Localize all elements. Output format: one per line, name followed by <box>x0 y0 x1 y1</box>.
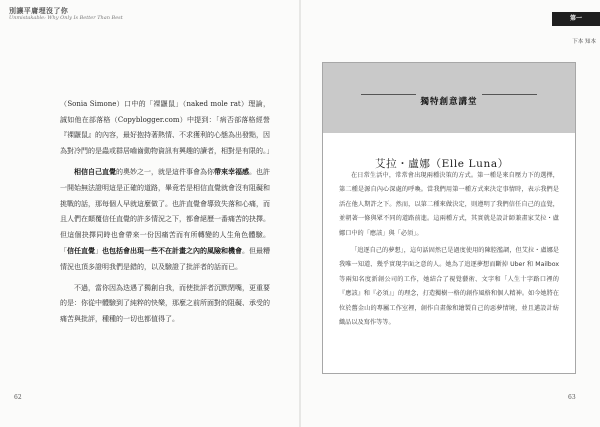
running-head-title: 別讓平庸埋沒了你 <box>9 6 69 15</box>
emphasis-text: 信任直覺 <box>67 246 95 256</box>
running-head <box>9 6 123 22</box>
sidebar-paragraph-2: 「追逐自己的夢想」，這句話固然已是過度使用的陳腔濫調，但艾拉・盧娜是我唯一知道、幾乎實現字面之意的人。她為了追逐夢想而斷掉 Uber 和 Mailbox 等兩知名度新創公司的工作，她結合了視覺藝術、文字和「人生十字路口裡的『應該』和『必須』」的理念，打造獨樹一格的創作風格和個人精神。如今她將在位於舊金山的專屬工作室裡，創作自畫像和繪製自己的惡夢情境，並且邁設計紡織品以及寫作等等。 <box>339 247 559 327</box>
sidebar-title-wrap <box>323 89 575 108</box>
page-number-right: 63 <box>568 394 576 401</box>
sidebar-paragraph-1: 在日常生活中，常常會出現兩種決策的方式。第一種是來自壓力下的選擇，第二種是源自內心深處的呼喚。當我們用第一種方式來決定事情時，表示我們是活在他人期許之下。然而，以第二種來做決定，則遵明了我們信任自己的直覺，並朝著一條與眾不同的道路前進。這兩種方式，其實就是設計師兼畫家艾拉・盧娜口中的「應該」與「必須」。 <box>339 172 559 237</box>
emphasis-text: 相信自己直覺 <box>74 167 116 177</box>
body-paragraph-3 <box>60 281 270 328</box>
page-number-left: 62 <box>14 394 22 401</box>
paragraph-2-text: 。但最糟情況也頂多證明我們是錯的，以及驗證了批評者的話而已。 <box>60 247 270 271</box>
paragraph-1-text: （Sonia Simone）口中的「裸鼴鼠」（naked mole rat）理論，誠如他在部落格（Copyblogger.com）中提到：「病否部落格經營『裸鼴鼠』的內容，最好抱持著熱情、不求獲利的心態為出發點，因為對冷門的是蟲或群居嚙齒動物資訊有興趣的讀者，相對是有限的。」 <box>60 100 274 155</box>
sidebar-body <box>339 169 559 330</box>
paragraph-2-text: 」 <box>95 247 102 256</box>
paragraph-2-text: 。也許一開始無法證明這是正確的道路，畢竟若是相信直覺就會沒有阻礙和挑戰的話，那每個人早就這麼做了。也許直覺會導致失落和心痛，而且人們在顛覆信任直覺的許多情況之下，都會絕歷一番痛苦的抉擇。但這個抉擇同時也會帶來一份因痛苦而有所轉變的人生角色體驗。「 <box>60 168 270 256</box>
body-paragraph-2 <box>60 164 270 275</box>
chapter-label: 下本 知本 <box>572 39 596 45</box>
paragraph-3-text: 不過，當你因為迭遇了獨創自我，而使批評者沉默閉嘴，更重要的是：你從中體驗到了純粹的快樂，那麼之前所面對的阻礙、承受的痛苦與批評，種種的一切也都值得了。 <box>60 283 270 323</box>
sidebar-title: 獨特創意講堂 <box>420 97 478 107</box>
emphasis-text: 也包括會出現一些不在計畫之內的風險和機會 <box>102 246 242 256</box>
emphasis-text: 帶來幸福感 <box>214 167 249 177</box>
running-head-subtitle: Unmistakable: Why Only Is Better Than Best <box>9 15 123 21</box>
chapter-tab: 第一 <box>552 12 600 26</box>
main-body-text <box>60 97 274 327</box>
paragraph-2-text: 的奧妙之一，就是這件事會為你 <box>116 168 214 177</box>
body-paragraph-1 <box>60 97 274 159</box>
sidebar-heading: 艾拉・盧娜（Elle Luna） <box>375 158 509 170</box>
